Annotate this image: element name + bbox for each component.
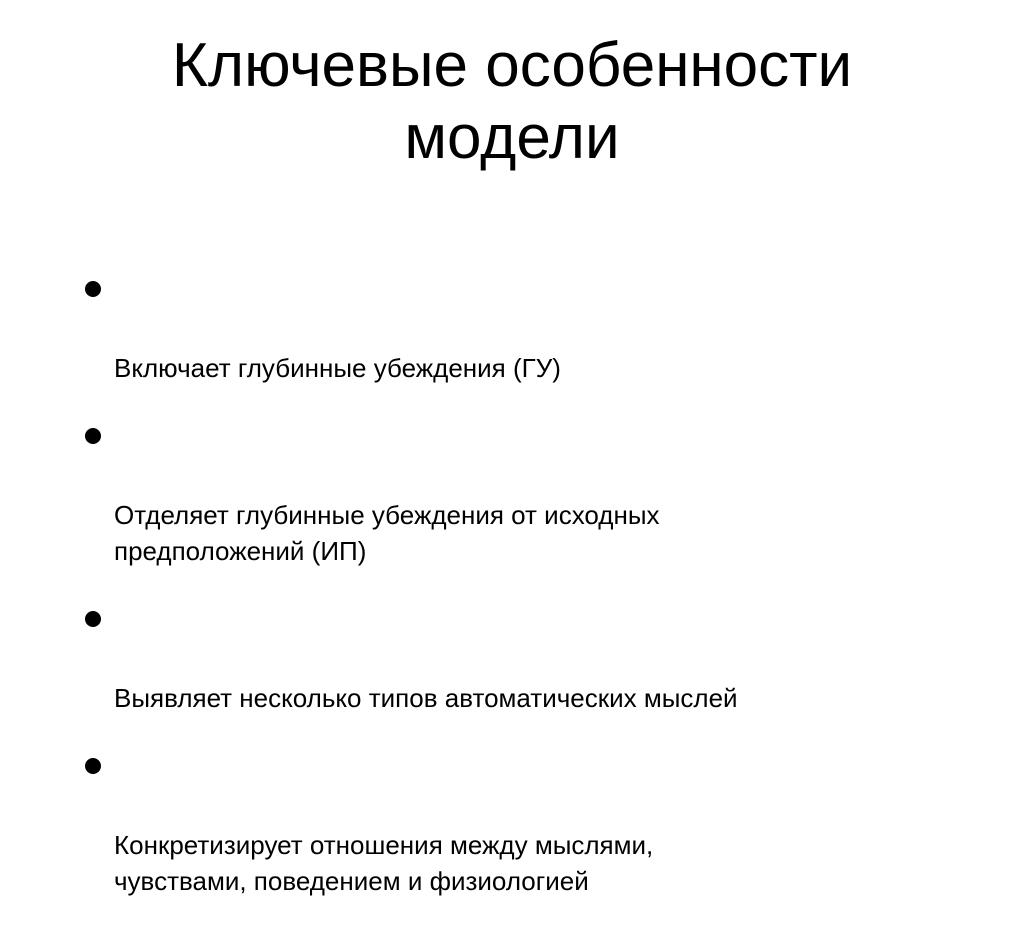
bullet-icon <box>85 281 101 297</box>
bullet-item-1 <box>84 278 964 386</box>
bullet-icon <box>85 758 101 774</box>
bullet-list <box>84 278 964 938</box>
slide-title: Ключевые особенности модели <box>171 31 853 172</box>
bullet-text: Включает глубинные убеждения (ГУ) <box>114 353 561 383</box>
bullet-text: Отделяет глубинные убеждения от исходных предположений (ИП) <box>114 500 660 566</box>
bullet-item-4 <box>84 755 964 899</box>
bullet-item-2 <box>84 425 964 569</box>
bullet-item-3 <box>84 608 964 716</box>
bullet-icon <box>85 428 101 444</box>
bullet-text: Конкретизирует отношения между мыслями, чувствами, поведением и физиологией <box>114 830 654 896</box>
bullet-icon <box>85 611 101 627</box>
bullet-text: Выявляет несколько типов автоматических мыслей <box>114 683 738 713</box>
